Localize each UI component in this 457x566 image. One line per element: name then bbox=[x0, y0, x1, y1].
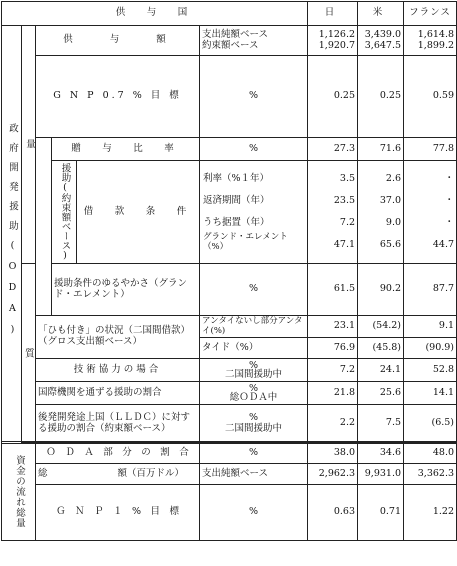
label-total-1: 総 bbox=[38, 467, 48, 479]
japan-softness: 61.5 bbox=[308, 264, 358, 316]
france-gnp-07: 0.59 bbox=[404, 56, 457, 138]
france-loan-terms bbox=[404, 161, 457, 264]
usa-supply-commit: 3,647.5 bbox=[364, 39, 402, 51]
label-grant-element: グランド・エレメント（%） bbox=[203, 232, 288, 252]
japan-gnp-07: 0.25 bbox=[308, 56, 358, 138]
unit-tied: タイド（%） bbox=[200, 338, 308, 359]
header-row bbox=[2, 2, 457, 26]
japan-repay: 23.5 bbox=[333, 195, 356, 206]
usa-repay: 37.0 bbox=[379, 195, 402, 206]
label-softness: 援助条件のゆるやかさ（グランド・エレメント） bbox=[52, 264, 200, 316]
row-grant-ratio bbox=[2, 138, 457, 161]
header-usa: 米 bbox=[358, 2, 404, 26]
usa-intl-org: 25.6 bbox=[358, 382, 404, 405]
japan-loan-terms bbox=[308, 161, 358, 264]
row-tech-coop bbox=[2, 359, 457, 382]
france-softness: 87.7 bbox=[404, 264, 457, 316]
usa-tech-coop: 24.1 bbox=[358, 359, 404, 382]
loan-terms-subrows bbox=[200, 161, 308, 264]
france-intl-org: 14.1 bbox=[404, 382, 457, 405]
france-tied: (90.9) bbox=[404, 338, 457, 359]
row-gnp-1 bbox=[2, 485, 457, 541]
japan-supply bbox=[308, 26, 358, 56]
section-quantity: 量 bbox=[22, 26, 36, 264]
usa-gnp-07: 0.25 bbox=[358, 56, 404, 138]
section-quality: 質 bbox=[22, 264, 36, 443]
japan-interest: 3.5 bbox=[339, 173, 356, 184]
header-france: フランス bbox=[404, 2, 457, 26]
blank-cell bbox=[36, 138, 52, 264]
section-total-flows: 資金の流れ総量 bbox=[2, 443, 36, 541]
label-intl-org: 国際機関を通ずる援助の割合 bbox=[36, 382, 200, 405]
japan-grace: 7.2 bbox=[339, 217, 356, 228]
label-gnp-07: G N P 0.7 % 目 標 bbox=[36, 56, 200, 138]
france-oda-share: 48.0 bbox=[404, 443, 457, 464]
label-total bbox=[36, 464, 200, 485]
row-tied-status-untied bbox=[2, 316, 457, 338]
usa-oda-share: 34.6 bbox=[358, 443, 404, 464]
label-lldc: 後発開発途上国（ＬＬＤＣ）に対する援助の割合（約束額ベース） bbox=[36, 405, 200, 443]
usa-gnp-1: 0.71 bbox=[358, 485, 404, 541]
usa-supply-net: 3,439.0 bbox=[364, 28, 402, 40]
france-lldc: (6.5) bbox=[404, 405, 457, 443]
japan-untied: 23.1 bbox=[308, 316, 358, 338]
japan-grant-element: 47.1 bbox=[333, 239, 356, 250]
row-loan-terms bbox=[2, 161, 457, 264]
japan-intl-org: 21.8 bbox=[308, 382, 358, 405]
usa-tied: (45.8) bbox=[358, 338, 404, 359]
japan-oda-share: 38.0 bbox=[308, 443, 358, 464]
usa-lldc: 7.5 bbox=[358, 405, 404, 443]
unit-lldc: % 二国間援助中 bbox=[200, 405, 308, 443]
unit-gnp-1: % bbox=[200, 485, 308, 541]
japan-tech-coop: 7.2 bbox=[308, 359, 358, 382]
row-total bbox=[2, 464, 457, 485]
unit-commitment: 約束額ベース bbox=[202, 39, 259, 51]
japan-grant-ratio: 27.3 bbox=[308, 138, 358, 161]
france-gnp-1: 1.22 bbox=[404, 485, 457, 541]
blank-cell bbox=[36, 264, 52, 316]
usa-total: 9,931.0 bbox=[358, 464, 404, 485]
japan-supply-net: 1,126.2 bbox=[318, 28, 356, 40]
unit-total: 支出純額ベース bbox=[200, 464, 308, 485]
row-supply-amount bbox=[2, 26, 457, 56]
france-repay: ・ bbox=[444, 195, 455, 206]
france-grant-ratio: 77.8 bbox=[404, 138, 457, 161]
header-donor-country: 供 与 国 bbox=[2, 2, 308, 26]
unit-oda-share: % bbox=[200, 443, 308, 464]
japan-total: 2,962.3 bbox=[308, 464, 358, 485]
row-lldc bbox=[2, 405, 457, 443]
japan-supply-commit: 1,920.7 bbox=[318, 39, 356, 51]
label-grant-ratio: 贈 与 比 率 bbox=[52, 138, 200, 161]
label-gnp-1: Ｇ Ｎ Ｐ １ % 目 標 bbox=[36, 485, 200, 541]
label-loan-basis: 援助(約束額ベース) bbox=[52, 161, 77, 264]
usa-grant-ratio: 71.6 bbox=[358, 138, 404, 161]
unit-untied: アンタイないし部分アンタイ(%) bbox=[200, 316, 308, 338]
label-tied-status: 「ひも付き」の状況（二国間借款）（グロス支出額ベース） bbox=[36, 316, 200, 359]
japan-tied: 76.9 bbox=[308, 338, 358, 359]
usa-loan-terms bbox=[358, 161, 404, 264]
section-gov-oda: 政府開発援助(ODA) bbox=[2, 26, 22, 443]
unit-softness: % bbox=[200, 264, 308, 316]
usa-grace: 9.0 bbox=[385, 217, 402, 228]
usa-softness: 90.2 bbox=[358, 264, 404, 316]
france-supply-net: 1,614.8 bbox=[417, 28, 455, 40]
label-oda-share: Ｏ Ｄ Ａ 部 分 の 割 合 bbox=[36, 443, 200, 464]
label-total-2: 額（百万ドル） bbox=[117, 467, 185, 479]
unit-gnp-07: % bbox=[200, 56, 308, 138]
france-untied: 9.1 bbox=[404, 316, 457, 338]
usa-grant-element: 65.6 bbox=[379, 239, 402, 250]
unit-supply-amount bbox=[200, 26, 308, 56]
label-repay: 返済期間（年） bbox=[203, 195, 270, 206]
unit-grant-ratio: % bbox=[200, 138, 308, 161]
japan-gnp-1: 0.63 bbox=[308, 485, 358, 541]
unit-intl-org: % 総ＯＤＡ中 bbox=[200, 382, 308, 405]
label-loan-terms: 借 款 条 件 bbox=[77, 161, 200, 264]
usa-supply bbox=[358, 26, 404, 56]
oda-comparison-table bbox=[1, 1, 457, 541]
unit-net-disbursement: 支出純額ベース bbox=[202, 28, 269, 40]
usa-interest: 2.6 bbox=[385, 173, 402, 184]
row-oda-share bbox=[2, 443, 457, 464]
row-intl-org bbox=[2, 382, 457, 405]
label-supply-amount: 供 与 額 bbox=[36, 26, 200, 56]
usa-untied: (54.2) bbox=[358, 316, 404, 338]
label-grace: うち据置（年） bbox=[203, 217, 270, 228]
row-gnp-07 bbox=[2, 56, 457, 138]
france-total: 3,362.3 bbox=[404, 464, 457, 485]
unit-tech-coop: % 二国間援助中 bbox=[200, 359, 308, 382]
label-interest: 利率（%１年） bbox=[203, 173, 270, 184]
row-softness bbox=[2, 264, 457, 316]
france-grace: ・ bbox=[444, 217, 455, 228]
japan-lldc: 2.2 bbox=[308, 405, 358, 443]
france-supply-commit: 1,899.2 bbox=[417, 39, 455, 51]
france-interest: ・ bbox=[444, 173, 455, 184]
label-tech-coop: 技術協力の場合 bbox=[36, 359, 200, 382]
header-japan: 日 bbox=[308, 2, 358, 26]
france-tech-coop: 52.8 bbox=[404, 359, 457, 382]
france-supply bbox=[404, 26, 457, 56]
france-grant-element: 44.7 bbox=[432, 239, 455, 250]
